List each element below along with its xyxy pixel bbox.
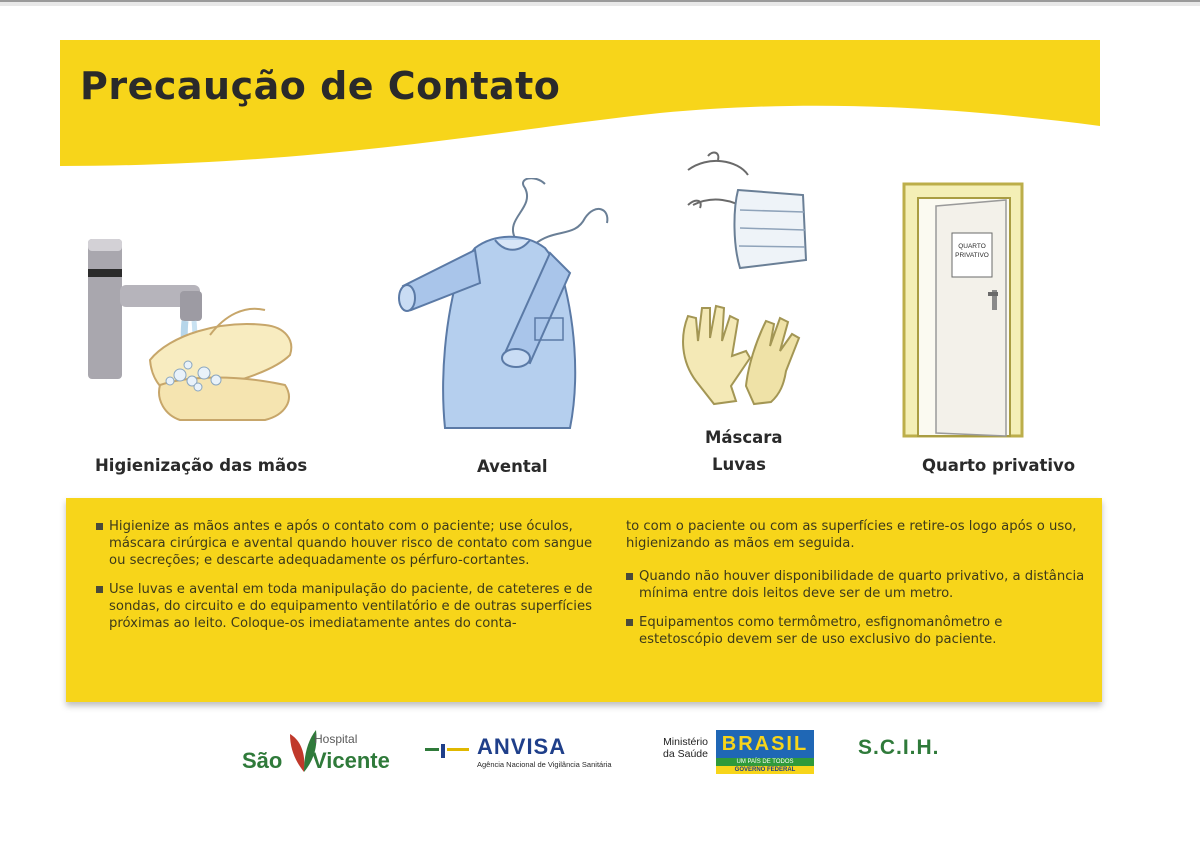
info-item: [96, 518, 606, 569]
private-room-label: Quarto privativo: [922, 456, 1076, 475]
info-item: [626, 568, 1086, 602]
anvisa-subtitle: Agência Nacional de Vigilância Sanitária: [477, 760, 612, 769]
brasil-slogan: UM PAÍS DE TODOS: [716, 758, 814, 766]
scih-logo: S.C.I.H.: [858, 736, 940, 759]
anvisa-title: ANVISA: [477, 734, 567, 759]
brasil-word: BRASIL: [716, 730, 814, 758]
gloves-icon: [676, 296, 806, 406]
hospital-sao-word: São: [242, 748, 283, 773]
governo-federal-text: GOVERNO FEDERAL: [716, 766, 814, 774]
info-item-text: Equipamentos como termômetro, esfignomanômetro e estetoscópio devem ser de uso exclusivo do paciente.: [639, 615, 1003, 647]
mask-label: Máscara: [705, 428, 783, 447]
brasil-logo: [716, 730, 814, 774]
info-item-text: Quando não houver disponibilidade de quarto privativo, a distância mínima entre dois leitos deve ser de um metro.: [639, 569, 1085, 601]
info-panel: [66, 498, 1102, 702]
gloves-label: Luvas: [712, 455, 766, 474]
anvisa-logo: [425, 732, 625, 772]
door-sign-line2: PRIVATIVO: [955, 252, 989, 259]
info-item: [96, 581, 606, 632]
top-edge-line: [0, 0, 1200, 2]
ministerio-text: [650, 736, 708, 760]
ministerio-saude-logo: [650, 730, 820, 776]
bullet-icon: [626, 573, 633, 580]
hand-washing-icon: [70, 225, 310, 440]
door-icon: [898, 178, 1030, 440]
info-column-left: [96, 518, 606, 644]
page-title: Precaução de Contato: [80, 64, 561, 108]
info-item: [626, 614, 1086, 648]
bullet-icon: [96, 523, 103, 530]
anvisa-symbol-icon: [425, 742, 469, 760]
hospital-sao-vicente-logo: [238, 728, 398, 778]
ministerio-line2: da Saúde: [663, 748, 708, 760]
mask-icon: [678, 150, 818, 275]
door-sign-line1: QUARTO: [958, 243, 986, 250]
info-item-text: Higienize as mãos antes e após o contato com o paciente; use óculos, máscara cirúrgica e avental quando houver risco de contato com sangue ou secreções; e descarte adequadamente os pérfuro-cortantes.: [109, 519, 593, 568]
hospital-word: Hospital: [314, 732, 358, 746]
info-column-right: [626, 518, 1086, 660]
info-continuation-text: to com o paciente ou com as superfícies e retire-os logo após o uso, higienizando as mãos em seguida.: [626, 519, 1077, 551]
info-item-text: Use luvas e avental em toda manipulação do paciente, de cateteres e de sondas, do circuito e do equipamento ventilatório e de outras superfícies próximas ao leito. Coloque-os imediatamente antes do conta-: [109, 582, 593, 631]
ministerio-line1: Ministério: [663, 736, 708, 748]
bullet-icon: [626, 619, 633, 626]
hospital-vicente-word: Vicente: [312, 748, 390, 773]
bullet-icon: [96, 586, 103, 593]
gown-label: Avental: [477, 457, 548, 476]
gown-icon: [385, 178, 615, 440]
hand-hygiene-label: Higienização das mãos: [95, 456, 308, 475]
